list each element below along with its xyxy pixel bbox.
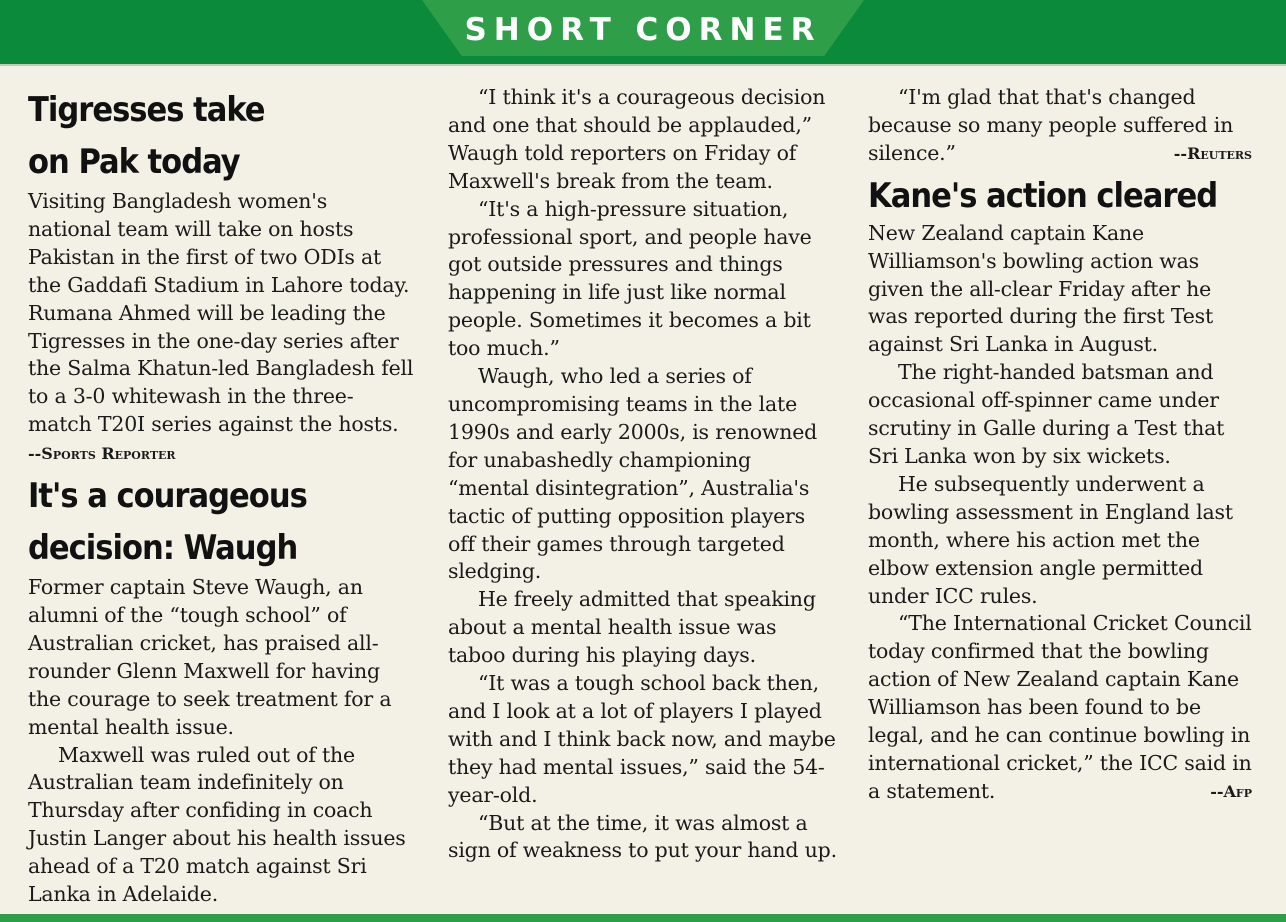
story3-paragraph: He subsequently underwent a bowling assessment in England last month, where his action met the elbow extension angle permitted under ICC rules. (868, 471, 1233, 608)
story3-paragraph: The right-handed batsman and occasional off-spinner came under scrutiny in Galle during a Test that Sri Lanka won by six wickets. (868, 360, 1225, 468)
story3-paragraph: New Zealand captain Kane Williamson's bowling action was given the all-clear Friday after he was reported during the first Test against Sri Lanka in August. (868, 220, 1214, 357)
story1-headline-line1: Tigresses take (28, 90, 265, 130)
story1-body (28, 188, 416, 468)
story3-last-paragraph: “The International Cricket Council today confirmed that the bowling action of New Zealand captain Kane Williamson has been found to be legal, and he can continue bowling in international cricket,” the ICC said in a statement. (868, 611, 1252, 803)
story2-headline-line2: decision: Waugh (28, 528, 298, 569)
story2-paragraph: “It's a high-pressure situation, professional sport, and people have got outside pressures and things happening in life just like normal people. Sometimes it becomes a bit too much.” (448, 196, 812, 361)
story2-credit: --Reuters (1173, 143, 1252, 163)
column-3 (868, 84, 1252, 806)
story3-headline: Kane's action cleared (868, 175, 1218, 216)
story2-paragraph: Waugh, who led a series of uncompromising teams in the late 1990s and early 2000s, is renowned for unabashedly championing “mental disintegration”, Australia's tactic of putting opposition players off their games through targeted sledging. (448, 364, 818, 584)
column-1 (28, 84, 416, 909)
story2-paragraph: “It was a tough school back then, and I look at a lot of players I played with and I think back now, and maybe they had mental issues,” said the 54-year-old. (448, 671, 836, 807)
story2-paragraph: “I think it's a courageous decision and one that should be applauded,” Waugh told reporters on Friday of Maxwell's break from the team. (448, 85, 826, 193)
footer-bar (0, 914, 1286, 922)
header-divider (0, 64, 1286, 66)
story2-paragraph: Maxwell was ruled out of the Australian team indefinitely on Thursday after confiding in coach Justin Langer about his health issues ahead of a T20 match against Sri Lanka in Adelaide. (28, 742, 406, 907)
story2-headline-line1: It's a courageous (28, 476, 307, 517)
story1-headline (28, 84, 416, 188)
story3-credit: --Afp (1210, 781, 1252, 801)
story1-credit: --Sports Reporter (28, 444, 176, 464)
column-2 (448, 84, 838, 865)
story2-headline (28, 470, 416, 574)
story1-body-text: Visiting Bangladesh women's national team will take on hosts Pakistan in the first of two ODIs at the Gaddafi Stadium in Lahore today. Rumana Ahmed will be leading the Tigresses in the one-day series after the Salma Khatun-led Bangladesh fell to a 3-0 whitewash in the three-match T20I series against the hosts. (28, 189, 414, 437)
story1-headline-line2: on Pak today (28, 142, 240, 182)
story2-paragraph (868, 84, 1252, 168)
story2-paragraph: “But at the time, it was almost a sign of weakness to put your hand up. (448, 810, 837, 863)
story3-paragraph (868, 610, 1252, 805)
story2-paragraph: He freely admitted that speaking about a mental health issue was taboo during his playing days. (448, 587, 816, 668)
story2-paragraph: Former captain Steve Waugh, an alumni of the “tough school” of Australian cricket, has praised all-rounder Glenn Maxwell for having the courage to seek treatment for a mental health issue. (28, 575, 392, 739)
story2-closing-quote: “I'm glad that that's changed because so many people suffered in silence.” (868, 85, 1234, 165)
section-title: SHORT CORNER (464, 12, 822, 48)
